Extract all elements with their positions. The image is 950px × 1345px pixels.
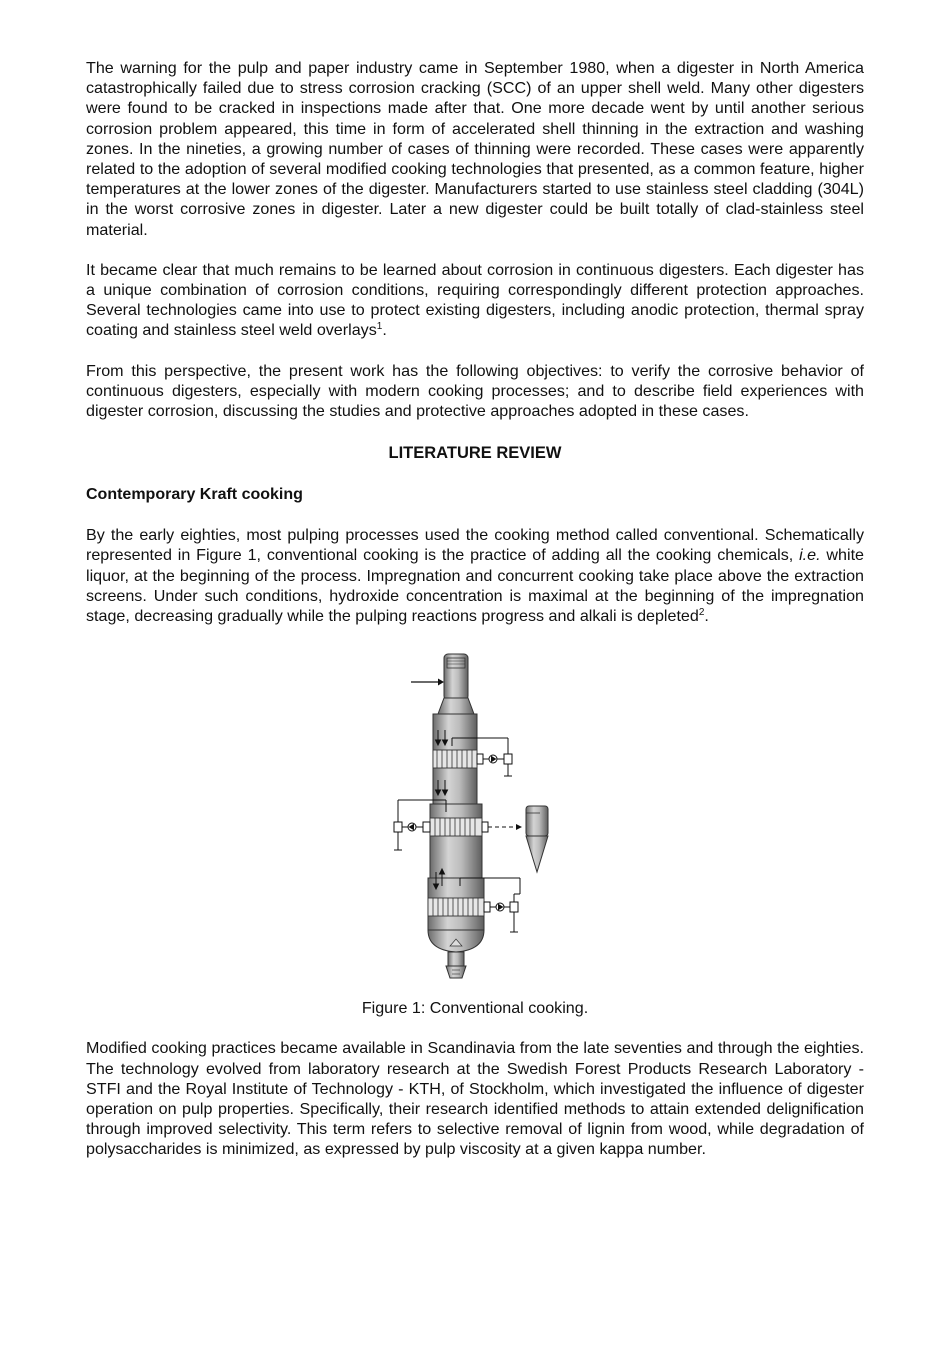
intro-paragraph-3: From this perspective, the present work has the following objectives: to verify the corrosive behavior of continuous digesters, especially with modern cooking processes; and to describe field experiences with digester corrosion, discussing the studies and protective approaches adopted in these cases. bbox=[86, 361, 864, 421]
cyclone-tank bbox=[526, 806, 548, 872]
intro-paragraph-2-text: It became clear that much remains to be learned about corrosion in continuous digesters. Each digester has a unique combination of corrosion conditions, requiring correspondingly different protection approaches. Several technologies came into use to protect existing digesters, including anodic protection, thermal spray coating and stainless steel weld overlays bbox=[86, 260, 864, 340]
intro-paragraph-2 bbox=[86, 260, 864, 341]
feed-arrow bbox=[411, 679, 444, 686]
literature-paragraph-1-a: By the early eighties, most pulping processes used the cooking method called conventional. Schematically represented in Figure 1, conventional cooking is the practice of adding all the cooking chemicals, bbox=[86, 526, 864, 565]
literature-paragraph-1-end: . bbox=[704, 607, 709, 626]
digester-diagram bbox=[386, 650, 566, 988]
figure-1 bbox=[86, 650, 864, 990]
figure-caption: Figure 1: Conventional cooking. bbox=[361, 999, 589, 1018]
reference-2: 2 bbox=[698, 607, 705, 619]
blow-line bbox=[482, 822, 522, 832]
literature-paragraph-1-b: white liquor, at the beginning of the process. Impregnation and concurrent cooking take place above the extraction screens. Under such conditions, hydroxide concentration is maximal at the beginning of the impregnation stage, decreasing gradually while the pulping reactions progress and alkali is depleted bbox=[86, 546, 864, 626]
document-page bbox=[86, 58, 864, 1160]
top-separator bbox=[438, 654, 474, 714]
ie-abbreviation: i.e. bbox=[799, 546, 821, 565]
literature-paragraph-2: Modified cooking practices became available in Scandinavia from the late seventies and through the eighties. The technology evolved from laboratory research at the Swedish Forest Products Research Laboratory - STFI and the Royal Institute of Technology - KTH, of Stockholm, which investigated the influence of digester operation on pulp properties. Specifically, their research identified methods to attain extended delignification through improved selectivity. This term refers to selective removal of lignin from wood, while degradation of polysaccharides is minimized, as expressed by pulp viscosity at a given kappa number. bbox=[86, 1039, 864, 1159]
literature-paragraph-1 bbox=[86, 525, 864, 626]
reference-1: 1 bbox=[376, 321, 383, 333]
section-heading: LITERATURE REVIEW bbox=[388, 444, 562, 463]
subsection-heading: Contemporary Kraft cooking bbox=[86, 486, 303, 504]
intro-paragraph-2-end: . bbox=[382, 321, 387, 340]
intro-paragraph-1: The warning for the pulp and paper industry came in September 1980, when a digester in North America catastrophically failed due to stress corrosion cracking (SCC) of an upper shell weld. Many other digesters were found to be cracked in inspections made after that. One more decade went by until another serious corrosion problem appeared, this time in form of accelerated shell thinning in the extraction and washing zones. In the nineties, a growing number of cases of thinning were recorded. These cases were apparently related to the adoption of several modified cooking technologies that presented, as a common feature, higher temperatures at the lower zones of the digester. Manufacturers started to use stainless steel cladding (304L) in the worst corrosive zones in digester. Later a new digester could be built totally of clad-stainless steel material. bbox=[86, 59, 864, 239]
